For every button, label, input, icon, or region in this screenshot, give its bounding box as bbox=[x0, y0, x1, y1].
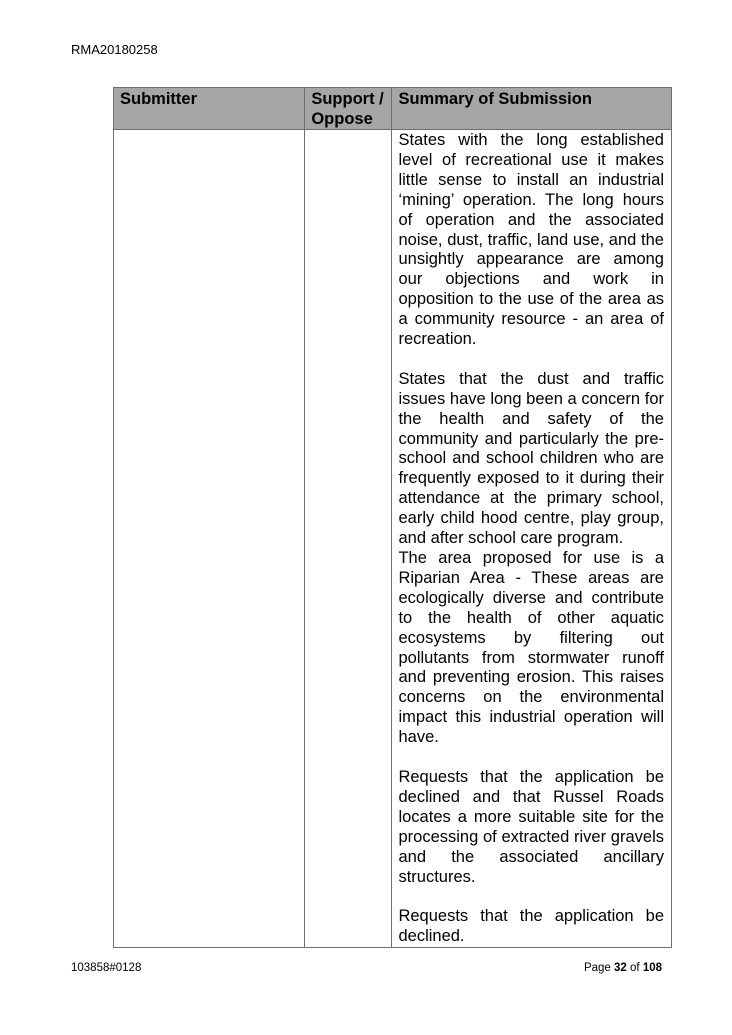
page-current: 32 bbox=[614, 962, 627, 974]
column-header-summary: Summary of Submission bbox=[392, 88, 672, 130]
page-of: of bbox=[630, 962, 640, 974]
support-oppose-cell bbox=[305, 130, 392, 948]
document-reference: RMA20180258 bbox=[71, 42, 158, 57]
page-total: 108 bbox=[642, 962, 662, 974]
footer-document-id: 103858#0128 bbox=[71, 962, 142, 974]
summary-cell bbox=[392, 130, 672, 948]
submitter-cell bbox=[114, 130, 305, 948]
column-header-support-oppose: Support / Oppose bbox=[305, 88, 392, 130]
summary-paragraph: Requests that the application be declined. bbox=[398, 907, 664, 946]
summary-paragraph: Requests that the application be declined and that Russel Roads locates a more suitable site for the processing of extracted river gravels and the associated ancillary structures. bbox=[398, 767, 664, 886]
column-header-submitter: Submitter bbox=[114, 88, 305, 130]
table-header-row bbox=[114, 88, 672, 130]
summary-paragraph: States with the long established level of recreational use it makes little sense to install an industrial ‘mining’ operation. The long hours of operation and the associated noise, dust, traffic, land use, and the unsightly appearance are among our objections and work in opposition to the use of the area as a community resource - an area of recreation. bbox=[398, 131, 664, 349]
summary-paragraph: States that the dust and traffic issues have long been a concern for the health and safety of the community and particularly the pre-school and school children who are frequently exposed to it during their attendance at the primary school, early child hood centre, play group, and after school care program. bbox=[398, 369, 664, 548]
page-label: Page bbox=[583, 962, 611, 974]
summary-paragraph: The area proposed for use is a Riparian Area - These areas are ecologically diverse and contribute to the health of other aquatic ecosystems by filtering out pollutants from stormwater runoff and preventing erosion. This raises concerns on the environmental impact this industrial operation will have. bbox=[398, 549, 664, 747]
page-number bbox=[584, 962, 662, 974]
submissions-table bbox=[113, 87, 672, 948]
table-row bbox=[114, 130, 672, 948]
